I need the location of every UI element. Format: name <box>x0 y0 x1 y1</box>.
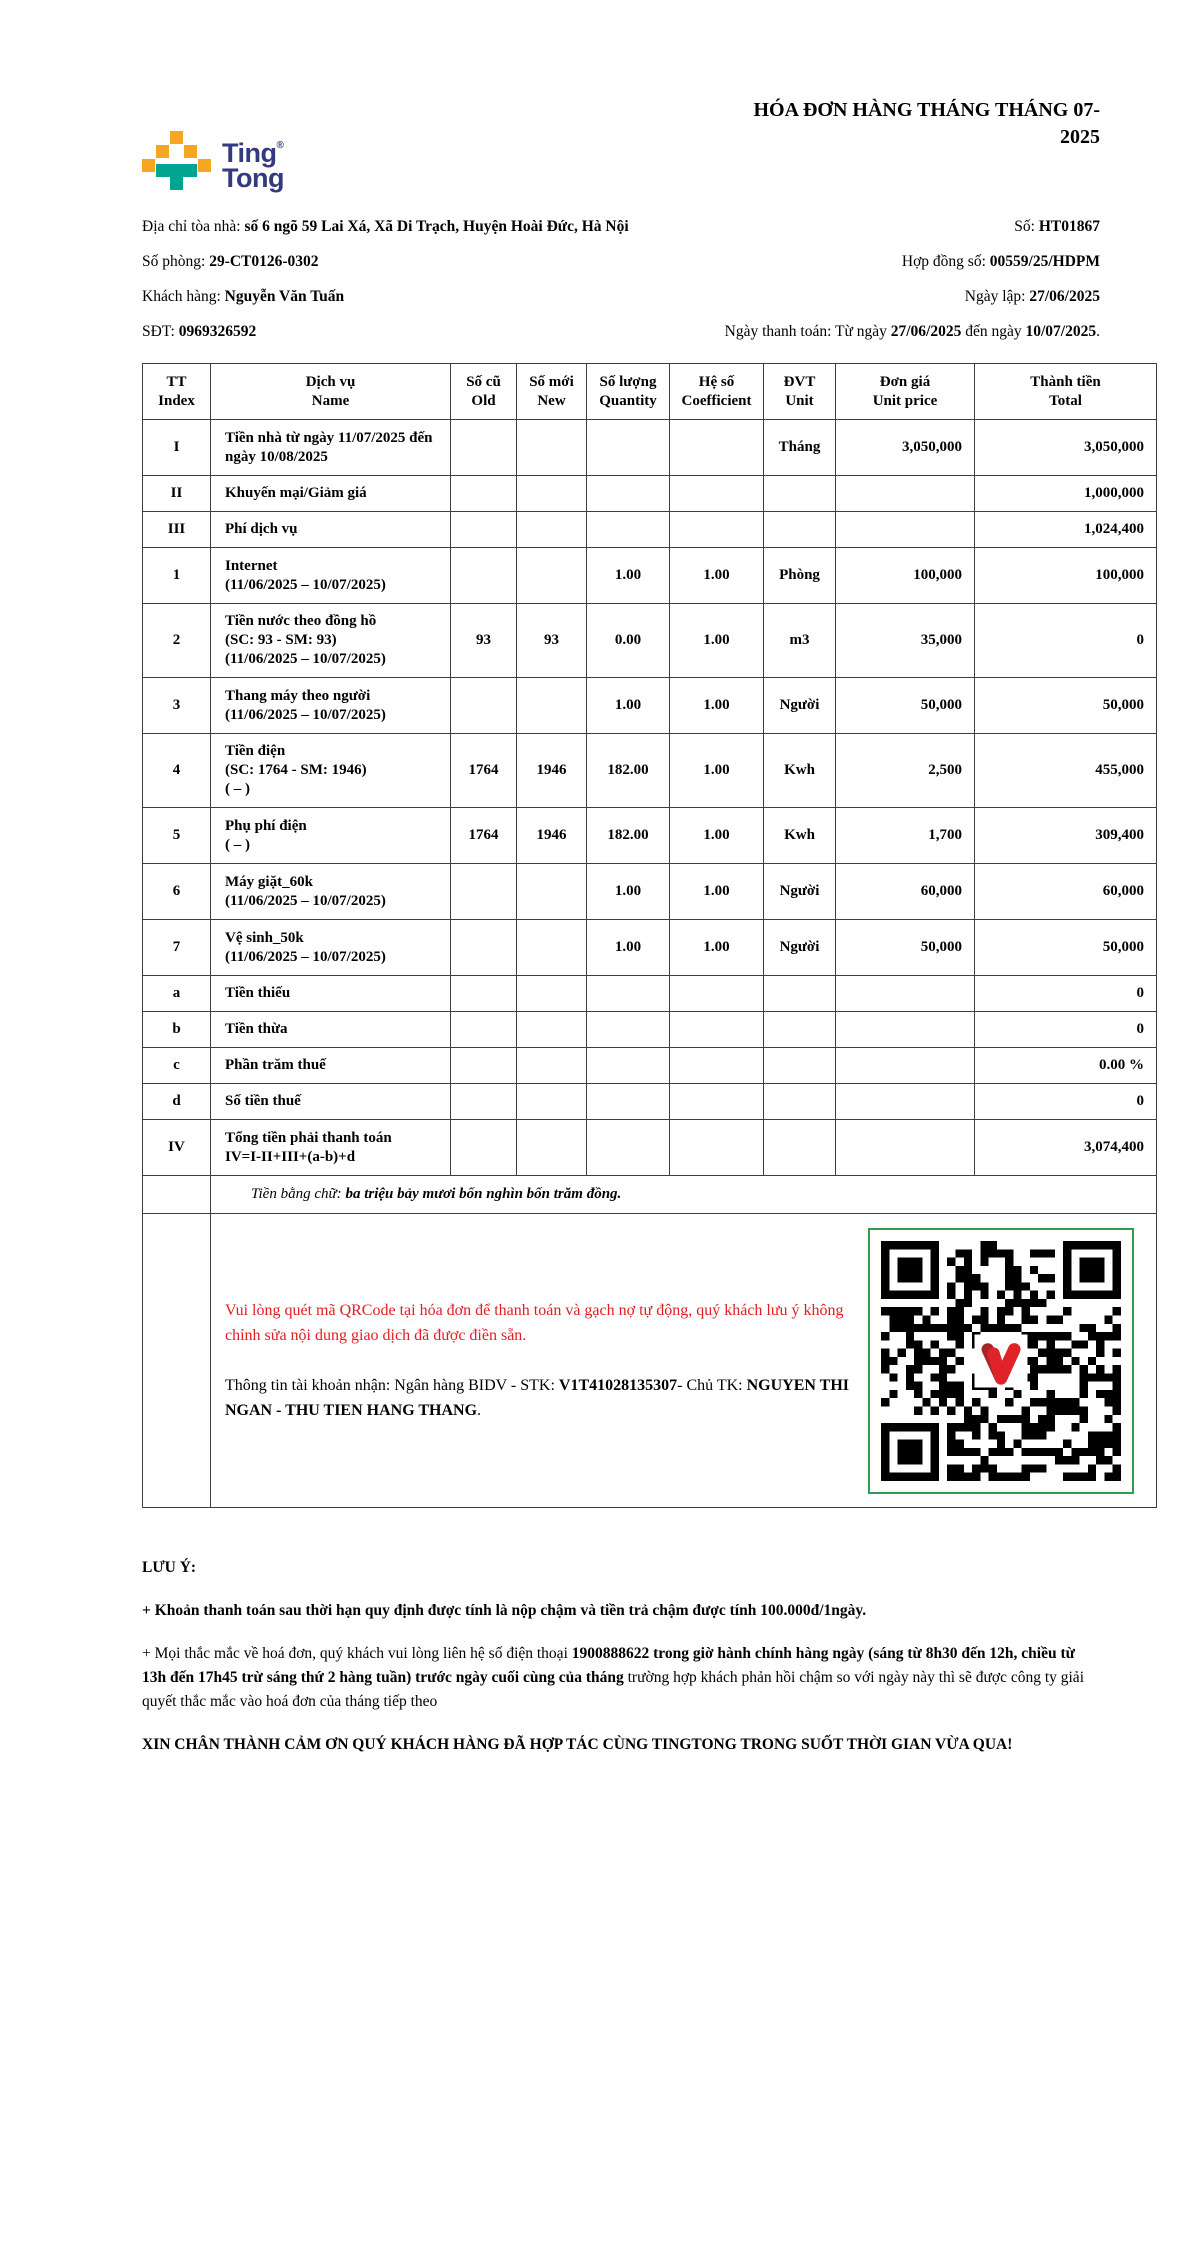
contract-number: Hợp đồng số: 00559/25/HDPM <box>901 253 1100 270</box>
tingtong-logo-icon <box>142 131 212 191</box>
invoice-info-left <box>142 209 667 349</box>
table-row: I Tiền nhà từ ngày 11/07/2025 đến ngày 10/08/2025 Tháng 3,050,000 3,050,000 <box>143 420 1157 476</box>
account-number: V1T41028135307 <box>558 1377 678 1394</box>
qr-note-block <box>225 1298 865 1423</box>
amount-in-words-label: Tiền bằng chữ: <box>251 1186 346 1202</box>
column-header: Dịch vụ Name <box>211 364 451 420</box>
column-header: Số lượng Quantity <box>587 364 670 420</box>
payment-date-range: Ngày thanh toán: Từ ngày 27/06/2025 đến ngày 10/07/2025. <box>724 323 1100 340</box>
table-row: IV Tổng tiền phải thanh toán IV=I-II+III+(a-b)+d 3,074,400 <box>143 1120 1157 1176</box>
invoice-number: Số: HT01867 <box>1014 218 1100 235</box>
table-row: 5 Phụ phí điện ( – ) 1764 1946 182.00 1.00 Kwh 1,700 309,400 <box>143 808 1157 864</box>
column-header: Thành tiền Total <box>975 364 1157 420</box>
services-table <box>142 363 1157 1508</box>
table-row: c Phần trăm thuế 0.00 % <box>143 1048 1157 1084</box>
issue-date: Ngày lập: 27/06/2025 <box>964 288 1100 305</box>
room-number: Số phòng: 29-CT0126-0302 <box>142 253 319 270</box>
tingtong-logo <box>142 131 284 191</box>
service-rows <box>143 420 1157 1176</box>
summary-special-rows <box>143 1176 1157 1508</box>
invoice-info-right <box>667 209 1156 349</box>
table-row: a Tiền thiếu 0 <box>143 976 1157 1012</box>
thank-you-message: XIN CHÂN THÀNH CẢM ƠN QUÝ KHÁCH HÀNG ĐÃ HỢP TÁC CÙNG TINGTONG TRONG SUỐT THỜI GIAN VỪA QUA! <box>142 1736 1013 1753</box>
table-row: III Phí dịch vụ 1,024,400 <box>143 512 1157 548</box>
building-address: Địa chỉ tòa nhà: số 6 ngõ 59 Lai Xá, Xã Di Trạch, Huyện Hoài Đức, Hà Nội <box>142 218 629 235</box>
table-row: II Khuyến mại/Giảm giá 1,000,000 <box>143 476 1157 512</box>
header <box>142 97 1156 191</box>
late-payment-note: + Khoản thanh toán sau thời hạn quy định được tính là nộp chậm và tiền trả chậm được tính 100.000đ/1ngày. <box>142 1602 867 1619</box>
table-row: 7 Vệ sinh_50k (11/06/2025 – 10/07/2025) 1.00 1.00 Người 50,000 50,000 <box>143 920 1157 976</box>
account-holder: NGUYEN THI NGAN - THU TIEN HANG THANG <box>225 1377 849 1419</box>
qr-instruction-text: Vui lòng quét mã QRCode tại hóa đơn để thanh toán và gạch nợ tự động, quý khách lưu ý không chỉnh sửa nội dung giao dịch đã được điền sẵn. <box>225 1302 844 1344</box>
table-header-row <box>143 364 1157 420</box>
column-header: Đơn giá Unit price <box>836 364 975 420</box>
qr-code <box>868 1228 1134 1494</box>
customer-name: Khách hàng: Nguyễn Văn Tuấn <box>142 288 345 305</box>
hotline-note: + Mọi thắc mắc về hoá đơn, quý khách vui lòng liên hệ số điện thoại 1900888622 trong giờ hành chính hàng ngày (sáng từ 8h30 đến 12h, chiều từ 13h đến 17h45 trừ sáng thứ 2 hàng tuần) trước ngày cuối cùng của tháng trường hợp khách phản hồi chậm so với ngày này thì sẽ được công ty giải quyết thắc mắc vào hoá đơn của tháng tiếp theo <box>142 1645 1084 1710</box>
invoice-info <box>142 209 1156 349</box>
column-header: ĐVT Unit <box>764 364 836 420</box>
table-row: 3 Thang máy theo người (11/06/2025 – 10/07/2025) 1.00 1.00 Người 50,000 50,000 <box>143 678 1157 734</box>
customer-phone: SĐT: 0969326592 <box>142 323 257 340</box>
footer-notes <box>142 1556 1156 1757</box>
hotline-number: 1900888622 trong giờ hành chính hàng ngày (sáng từ 8h30 đến 12h, chiều từ 13h đến 17h45 trừ sáng thứ 2 hàng tuần) trước ngày cuối cùng của tháng <box>142 1645 1075 1686</box>
qr-row <box>143 1214 1157 1508</box>
column-header: Số cũ Old <box>451 364 517 420</box>
amount-in-words-row <box>143 1176 1157 1214</box>
tingtong-logo-text: Ting® Tong <box>222 138 284 193</box>
page-title: HÓA ĐƠN HÀNG THÁNG THÁNG 07- 2025 <box>753 99 1100 148</box>
account-info-text: Thông tin tài khoản nhận: Ngân hàng BIDV - STK: V1T41028135307- Chủ TK: NGUYEN THI NGAN - THU TIEN HANG THANG. <box>225 1377 849 1419</box>
amount-in-words-value: ba triệu bảy mươi bốn nghìn bốn trăm đồng. <box>345 1186 622 1202</box>
table-row: b Tiền thừa 0 <box>143 1012 1157 1048</box>
table-row: 2 Tiền nước theo đồng hồ (SC: 93 - SM: 93) (11/06/2025 – 10/07/2025) 93 93 0.00 1.00 m3 35,000 0 <box>143 604 1157 678</box>
table-row: 6 Máy giặt_60k (11/06/2025 – 10/07/2025) 1.00 1.00 Người 60,000 60,000 <box>143 864 1157 920</box>
column-header: Hệ số Coefficient <box>670 364 764 420</box>
column-header: Số mới New <box>517 364 587 420</box>
table-row: 4 Tiền điện (SC: 1764 - SM: 1946) ( – ) 1764 1946 182.00 1.00 Kwh 2,500 455,000 <box>143 734 1157 808</box>
registered-icon: ® <box>276 140 284 151</box>
table-row: 1 Internet (11/06/2025 – 10/07/2025) 1.00 1.00 Phòng 100,000 100,000 <box>143 548 1157 604</box>
table-row: d Số tiền thuế 0 <box>143 1084 1157 1120</box>
notes-heading: LƯU Ý: <box>142 1559 197 1576</box>
column-header: TT Index <box>143 364 211 420</box>
